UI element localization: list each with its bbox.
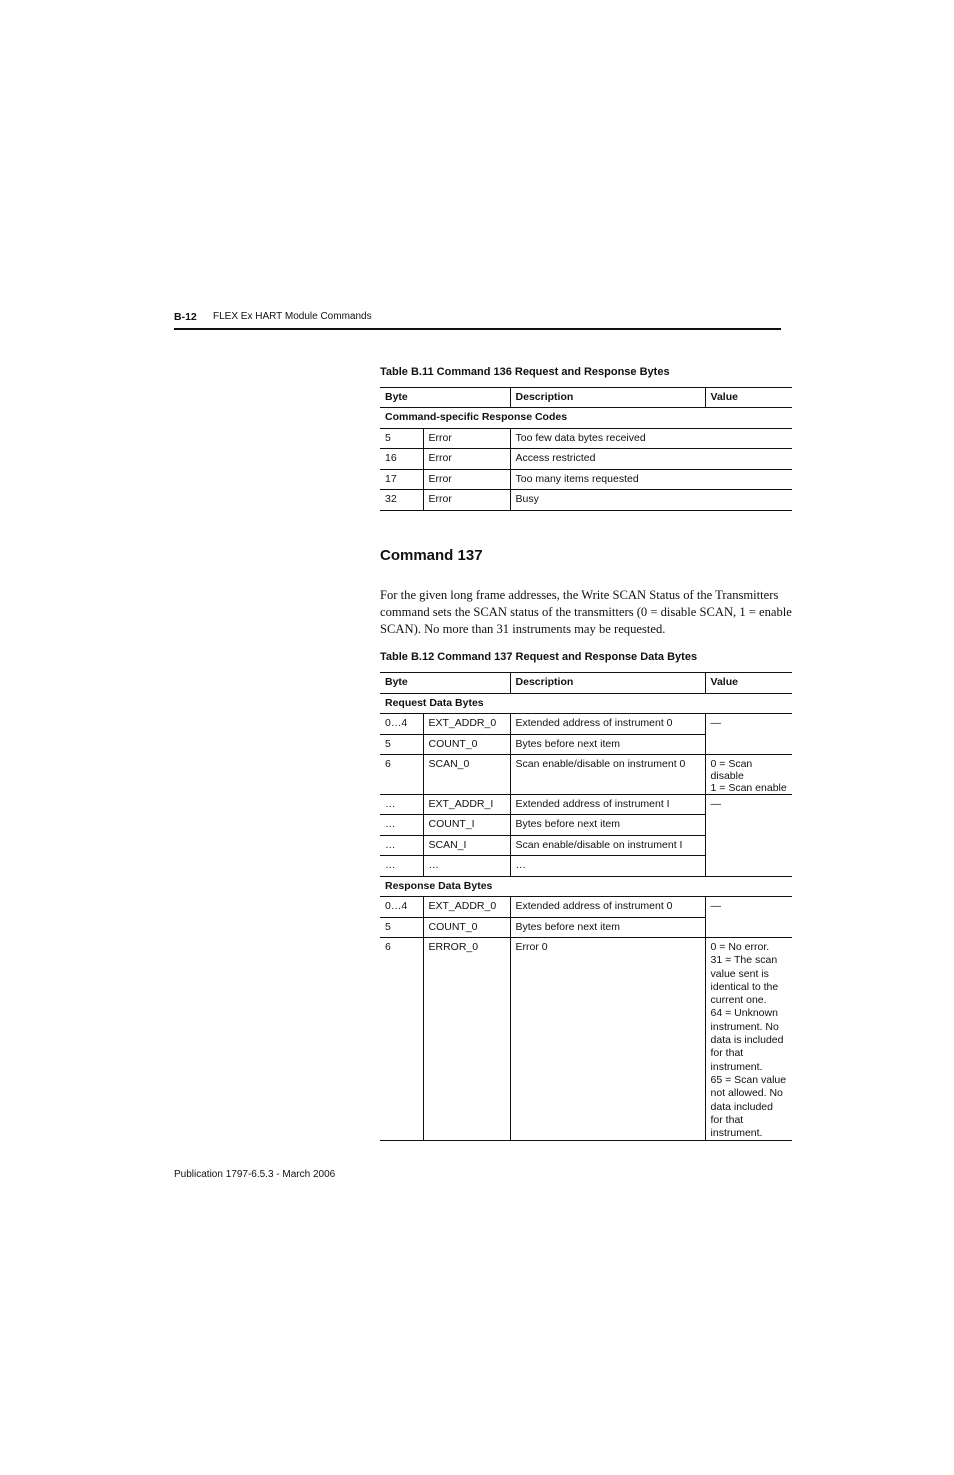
cell-name: SCAN_0 [423, 755, 510, 795]
cell-name: COUNT_I [423, 815, 510, 836]
cell-description: Scan enable/disable on instrument 0 [510, 755, 705, 795]
section-heading: Command 137 [380, 547, 483, 564]
header-rule [174, 328, 781, 330]
cell-description: … [510, 856, 705, 877]
cell-name: EXT_ADDR_0 [423, 714, 510, 735]
cell-byte: … [380, 815, 423, 836]
cell-name: ERROR_0 [423, 938, 510, 1141]
cell-byte: 0…4 [380, 897, 423, 918]
cell-value: — [705, 897, 792, 938]
table-row [380, 449, 792, 470]
cell-description: Bytes before next item [510, 815, 705, 836]
cell-byte: … [380, 856, 423, 877]
cell-description: Error 0 [510, 938, 705, 1141]
page-number: B-12 [174, 311, 197, 323]
cell-type: Error [423, 470, 510, 490]
col-header-value: Value [705, 388, 792, 408]
cell-description: Extended address of instrument I [510, 795, 705, 815]
cell-description: Too many items requested [510, 470, 792, 490]
table-row [380, 755, 792, 795]
col-header-description: Description [510, 673, 705, 694]
cell-type: Error [423, 449, 510, 470]
cell-description: Busy [510, 490, 792, 511]
cell-value: 0 = Scan disable 1 = Scan enable [705, 755, 792, 795]
cell-description: Extended address of instrument 0 [510, 897, 705, 918]
cell-byte: … [380, 795, 423, 815]
cell-value: — [705, 795, 792, 877]
table-row [380, 470, 792, 490]
table2-caption: Table B.12 Command 137 Request and Response Data Bytes [380, 651, 698, 663]
cell-name: COUNT_0 [423, 735, 510, 755]
cell-byte: 16 [380, 449, 423, 470]
cell-byte: 32 [380, 490, 423, 511]
body-paragraph: For the given long frame addresses, the Write SCAN Status of the Transmitters command sets the SCAN status of the transmitters (0 = disable SCAN, 1 = enable SCAN). No more than 31 instruments may be requested. [380, 588, 792, 636]
section-row: Command-specific Response Codes [380, 408, 792, 429]
cell-byte: 5 [380, 735, 423, 755]
cell-byte: … [380, 836, 423, 856]
table-row [380, 429, 792, 449]
table-row [380, 714, 792, 735]
cell-description: Bytes before next item [510, 735, 705, 755]
running-header-title: FLEX Ex HART Module Commands [213, 311, 372, 322]
cell-value: — [705, 714, 792, 755]
cell-name: EXT_ADDR_0 [423, 897, 510, 918]
cell-description: Scan enable/disable on instrument I [510, 836, 705, 856]
cell-value: 0 = No error. 31 = The scan value sent is identical to the current one. 64 = Unknown instrument. No data is included for that instrument. 65 = Scan value not allowed. No data included for that instrument. [705, 938, 792, 1141]
section-row-response: Response Data Bytes [380, 877, 792, 897]
col-header-description: Description [510, 388, 705, 408]
cell-byte: 6 [380, 755, 423, 795]
section-row-request: Request Data Bytes [380, 694, 792, 714]
cell-name: COUNT_0 [423, 918, 510, 938]
cell-description: Access restricted [510, 449, 792, 470]
table-row [380, 897, 792, 918]
footer-publication: Publication 1797-6.5.3 - March 2006 [174, 1169, 336, 1180]
table-command-136 [380, 387, 792, 511]
cell-description: Extended address of instrument 0 [510, 714, 705, 735]
cell-byte: 6 [380, 938, 423, 1141]
cell-byte: 17 [380, 470, 423, 490]
cell-type: Error [423, 490, 510, 511]
cell-description: Too few data bytes received [510, 429, 792, 449]
cell-byte: 0…4 [380, 714, 423, 735]
cell-byte: 5 [380, 429, 423, 449]
cell-description: Bytes before next item [510, 918, 705, 938]
table1-caption: Table B.11 Command 136 Request and Response Bytes [380, 366, 670, 378]
cell-name: EXT_ADDR_I [423, 795, 510, 815]
cell-byte: 5 [380, 918, 423, 938]
cell-name: SCAN_I [423, 836, 510, 856]
col-header-byte: Byte [380, 673, 510, 694]
col-header-byte: Byte [380, 388, 510, 408]
table-command-137 [380, 672, 792, 1141]
table-row [380, 938, 792, 1141]
cell-type: Error [423, 429, 510, 449]
cell-name: … [423, 856, 510, 877]
col-header-value: Value [705, 673, 792, 694]
table-row [380, 795, 792, 815]
table-row [380, 490, 792, 511]
